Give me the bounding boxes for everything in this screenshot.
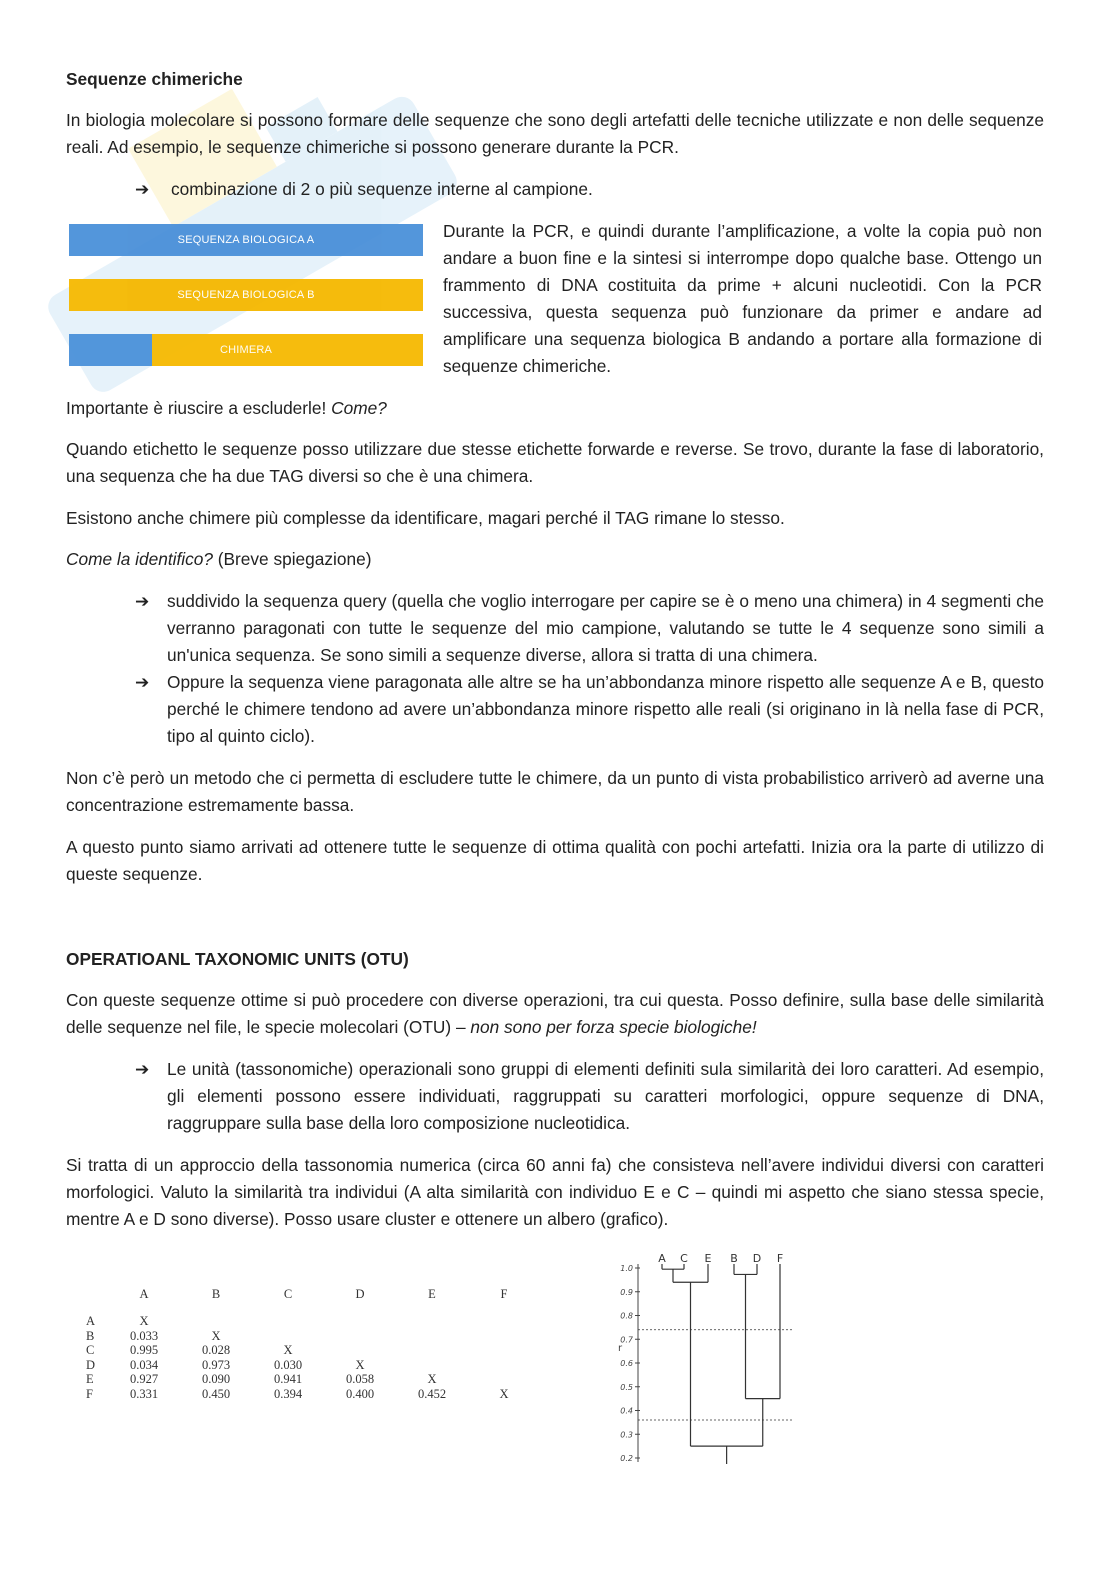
matrix-cell [252, 1329, 324, 1344]
paragraph-numeric-taxonomy: Si tratta di un approccio della tassonomia numerica (circa 60 anni fa) che consisteva nell’avere individui diversi con caratteri morfologici. Valuto la similarità tra individui (A alta similarità con individuo E e C – quindi mi aspetto che siano stessa specie, mentre A e D sono diverse). Posso usare cluster e ottenere un albero (grafico). [66, 1155, 1044, 1229]
similarity-matrix [86, 1286, 540, 1402]
note-not-biological: non sono per forza specie biologiche! [470, 1017, 757, 1037]
matrix-cell [396, 1343, 468, 1358]
matrix-row-label: F [86, 1386, 93, 1401]
paragraph-pcr: Durante la PCR, e quindi durante l’amplificazione, a volte la copia può non andare a buon fine e la sintesi si interrompe dopo qualche base. Ottengo un frammento di DNA costituita da prime + alcuni nucleotidi. Con la PCR successiva, questa sequenza può funzionare da primer e andare ad amplificare una sequenza biologica B andando a portare alla formazione di sequenze chimeriche. [443, 221, 1042, 376]
section-title-chimeric: Sequenze chimeriche [66, 69, 243, 89]
matrix-cell: 0.030 [273, 1357, 303, 1372]
matrix-row-label: D [86, 1357, 96, 1372]
leaf-label: A [658, 1252, 666, 1265]
question-come: Come? [331, 398, 387, 418]
paragraph-otu-intro: Con queste sequenze ottime si può procedere con diverse operazioni, tra cui questa. Posso definire, sulla base delle similarità delle sequenze nel file, le specie molecolari (OTU) – non sono per forza specie biologiche! [66, 990, 1044, 1037]
bullet-abundance: Oppure la sequenza viene paragonata alle altre se ha un’abbondanza minore rispetto alle sequenze A e B, questo perché le chimere tendono ad avere un’abbondanza minore rispetto alle reali (si originano in là nella fase di PCR, tipo al quinto ciclo). [167, 672, 1044, 746]
arrow-icon: ➔ [135, 180, 150, 199]
matrix-cell: X [355, 1357, 365, 1372]
matrix-col-header: B [211, 1287, 221, 1301]
matrix-cell: 0.394 [273, 1386, 303, 1401]
matrix-row-label: B [86, 1328, 95, 1343]
paragraph-conclusion: A questo punto siamo arrivati ad ottenere tutte le sequenze di ottima qualità con pochi artefatti. Inizia ora la parte di utilizzo di queste sequenze. [66, 837, 1044, 884]
matrix-cell: 0.058 [345, 1372, 375, 1387]
matrix-row [86, 1372, 540, 1387]
y-tick-label: 0.3 [620, 1430, 633, 1440]
matrix-cell [468, 1358, 540, 1373]
matrix-col-header: F [500, 1287, 508, 1301]
leaf-label: B [730, 1252, 738, 1265]
section-title-otu: OPERATIOANL TAXONOMIC UNITS (OTU) [66, 949, 409, 969]
matrix-cell: X [427, 1372, 437, 1387]
matrix-cell: X [211, 1328, 221, 1343]
matrix-cell: 0.452 [417, 1386, 447, 1401]
matrix-cell [468, 1329, 540, 1344]
arrow-icon: ➔ [135, 673, 150, 692]
bullet-split-query: suddivido la sequenza query (quella che voglio interrogare per capire se è o meno una chimera) in 4 segmenti che verranno paragonati con tutte le sequenze del mio campione, valutando se tutte le 4 sequenze sono simili a un'unica sequenza. Se sono simili a sequenze diverse, allora si tratta di una chimera. [167, 591, 1044, 665]
matrix-cell [324, 1329, 396, 1344]
paragraph-important: Importante è riuscire a escluderle! Come? [66, 398, 387, 418]
matrix-cell [468, 1372, 540, 1387]
matrix-row-label: A [86, 1314, 96, 1328]
matrix-cell [324, 1343, 396, 1358]
matrix-cell: 0.450 [201, 1386, 231, 1401]
matrix-cell [396, 1329, 468, 1344]
matrix-row [86, 1358, 540, 1373]
bar-sequence-b: SEQUENZA BIOLOGICA B [69, 279, 423, 311]
leaf-label: F [776, 1252, 784, 1265]
matrix-row [86, 1329, 540, 1344]
y-axis-mark: r [618, 1343, 623, 1355]
matrix-cell: X [499, 1386, 509, 1401]
matrix-cell [324, 1314, 396, 1329]
matrix-cell: 0.034 [129, 1357, 159, 1372]
matrix-cell: 0.028 [201, 1343, 231, 1358]
matrix-cell [396, 1314, 468, 1329]
y-tick-label: 0.2 [620, 1454, 633, 1463]
arrow-icon: ➔ [135, 1060, 150, 1079]
matrix-cell: 0.927 [129, 1372, 159, 1387]
y-tick-label: 0.6 [620, 1359, 633, 1368]
bar-sequence-a: SEQUENZA BIOLOGICA A [69, 224, 423, 256]
paragraph-intro: In biologia molecolare si possono formare delle sequenze che sono degli artefatti delle tecniche utilizzate e non delle sequenze reali. Ad esempio, le sequenze chimeriche si possono generare durante la PCR. [66, 110, 1044, 157]
matrix-row [86, 1343, 540, 1358]
matrix-cell: 0.400 [345, 1386, 375, 1401]
matrix-cell: 0.090 [201, 1372, 231, 1387]
matrix-row-label: C [86, 1343, 95, 1358]
matrix-cell: X [139, 1314, 149, 1328]
matrix-cell [468, 1343, 540, 1358]
matrix-col-header: E [428, 1287, 436, 1301]
matrix-col-header: C [283, 1287, 293, 1301]
leaf-label: D [752, 1252, 762, 1265]
matrix-cell: X [283, 1343, 293, 1358]
paragraph-tags: Quando etichetto le sequenze posso utilizzare due stesse etichette forwarde e reverse. Se trovo, durante la fase di laboratorio, una sequenza che ha due TAG diversi so che è una chimera. [66, 439, 1044, 486]
paragraph-identify: Come la identifico? (Breve spiegazione) [66, 549, 372, 569]
matrix-row [86, 1387, 540, 1402]
leaf-label: E [704, 1252, 712, 1265]
matrix-cell [180, 1314, 252, 1329]
arrow-icon: ➔ [135, 592, 150, 611]
matrix-col-header: D [355, 1287, 365, 1301]
matrix-col-header: A [139, 1287, 149, 1301]
bullet-combination: combinazione di 2 o più sequenze interne al campione. [171, 179, 593, 199]
y-tick-label: 0.9 [620, 1287, 633, 1297]
matrix-cell: 0.331 [129, 1386, 159, 1401]
dendrogram-chart [612, 1246, 802, 1472]
y-tick-label: 0.7 [620, 1335, 633, 1345]
y-tick-label: 0.8 [620, 1311, 633, 1321]
leaf-label: C [680, 1252, 688, 1265]
bar-chimera-label: CHIMERA [219, 344, 273, 356]
paragraph-no-method: Non c’è però un metodo che ci permetta di escludere tutte le chimere, da un punto di vista probabilistico arriverò ad averne una concentrazione estremamente bassa. [66, 768, 1044, 815]
matrix-cell: 0.973 [201, 1357, 231, 1372]
bullet-otu-definition: Le unità (tassonomiche) operazionali sono gruppi di elementi definiti sula similarità dei loro caratteri. Ad esempio, gli elementi possono essere individuati, raggruppati su caratteri morfologici, oppure sequenze di DNA, raggruppare sulla base della loro composizione nucleotidica. [167, 1059, 1044, 1133]
y-tick-label: 1.0 [620, 1264, 633, 1273]
matrix-cell: 0.941 [273, 1372, 303, 1387]
matrix-row-label: E [86, 1372, 94, 1387]
y-tick-label: 0.4 [620, 1406, 633, 1416]
matrix-cell [396, 1358, 468, 1373]
matrix-cell: 0.995 [129, 1343, 159, 1358]
matrix-cell [252, 1314, 324, 1329]
y-tick-label: 0.5 [620, 1382, 633, 1392]
matrix-row [86, 1314, 540, 1329]
matrix-cell [468, 1314, 540, 1329]
paragraph-complex: Esistono anche chimere più complesse da identificare, magari perché il TAG rimane lo stesso. [66, 508, 785, 528]
question-identify: Come la identifico? [66, 549, 213, 569]
matrix-cell: 0.033 [129, 1328, 159, 1343]
